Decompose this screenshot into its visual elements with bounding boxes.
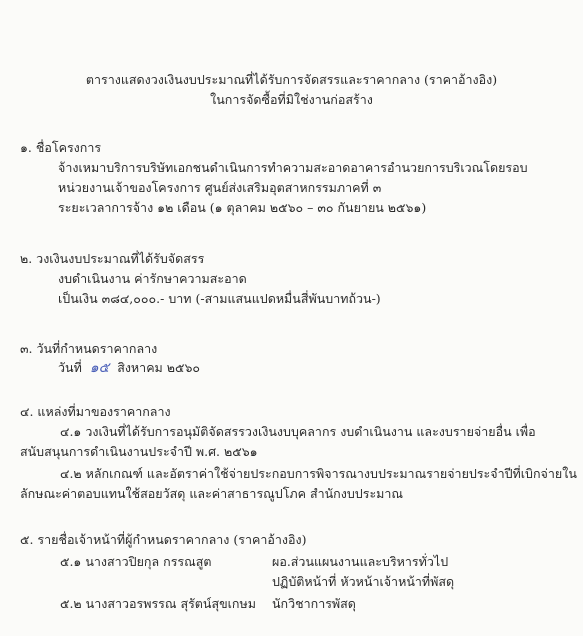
budget-type: งบดำเนินงาน ค่ารักษาความสะอาด <box>58 271 247 286</box>
officer-1-acting-role: ปฏิบัติหน้าที่ หัวหน้าเจ้าหน้าที่พัสดุ <box>272 574 455 589</box>
source-item-1-line-2: สนับสนุนการดำเนินงานประจำปี พ.ศ. ๒๕๖๑ <box>20 444 258 459</box>
officer-1-position: ผอ.ส่วนแผนงานและบริหารทั่วไป <box>272 554 449 569</box>
section-4-heading: ๔. แหล่งที่มาของราคากลาง <box>20 404 171 419</box>
contract-duration: ระยะเวลาการจ้าง ๑๒ เดือน (๑ ตุลาคม ๒๕๖๐ – ๓๐ กันยายน ๒๕๖๑) <box>58 200 427 215</box>
section-5-heading: ๕. รายชื่อเจ้าหน้าที่ผู้กำหนดราคากลาง (ราคาอ้างอิง) <box>20 532 307 547</box>
source-item-2-line-2: ลักษณะค่าตอบแทนใช้สอยวัสดุ และค่าสาธารณูปโภค สำนักงบประมาณ <box>20 486 404 501</box>
source-item-2-line-1: ๔.๒ หลักเกณฑ์ และอัตราค่าใช้จ่ายประกอบการพิจารณางบประมาณรายจ่ายประจำปีที่เบิกจ่ายใน <box>60 466 577 481</box>
reference-date-month-year: สิงหาคม ๒๕๖๐ <box>117 360 201 375</box>
project-owner-unit: หน่วยงานเจ้าของโครงการ ศูนย์ส่งเสริมอุตสาหกรรมภาคที่ ๓ <box>58 180 382 195</box>
reference-date <box>58 360 200 376</box>
section-1-heading: ๑. ชื่อโครงการ <box>20 140 102 155</box>
document-title-line-1: ตารางแสดงวงเงินงบประมาณที่ได้รับการจัดสรรและราคากลาง (ราคาอ้างอิง) <box>85 72 498 87</box>
reference-date-prefix: วันที่ <box>58 360 82 375</box>
officer-2-name: ๕.๒ นางสาวอรพรรณ สุรัตน์สุขเกษม <box>60 596 256 611</box>
source-item-1-line-1: ๔.๑ วงเงินที่ได้รับการอนุมัติจัดสรรวงเงินงบบุคลากร งบดำเนินงาน และงบรายจ่ายอื่น เพื่อ <box>60 424 536 439</box>
document-title-line-2: ในการจัดซื้อที่มิใช่งานก่อสร้าง <box>210 92 373 107</box>
project-name: จ้างเหมาบริการบริษัทเอกชนดำเนินการทำความสะอาดอาคารอำนวยการบริเวณโดยรอบ <box>58 160 528 175</box>
reference-date-day-handwritten: ๑๕ <box>89 360 110 376</box>
officer-1-name: ๕.๑ นางสาวปิยกุล กรรณสูต <box>60 554 212 569</box>
section-2-heading: ๒. วงเงินงบประมาณที่ได้รับจัดสรร <box>20 251 205 266</box>
budget-amount: เป็นเงิน ๓๘๔,๐๐๐.- บาท (-สามแสนแปดหมื่นสี่พันบาทถ้วน-) <box>58 291 381 306</box>
section-3-heading: ๓. วันที่กำหนดราคากลาง <box>20 341 158 356</box>
officer-2-position: นักวิชาการพัสดุ <box>272 596 356 611</box>
